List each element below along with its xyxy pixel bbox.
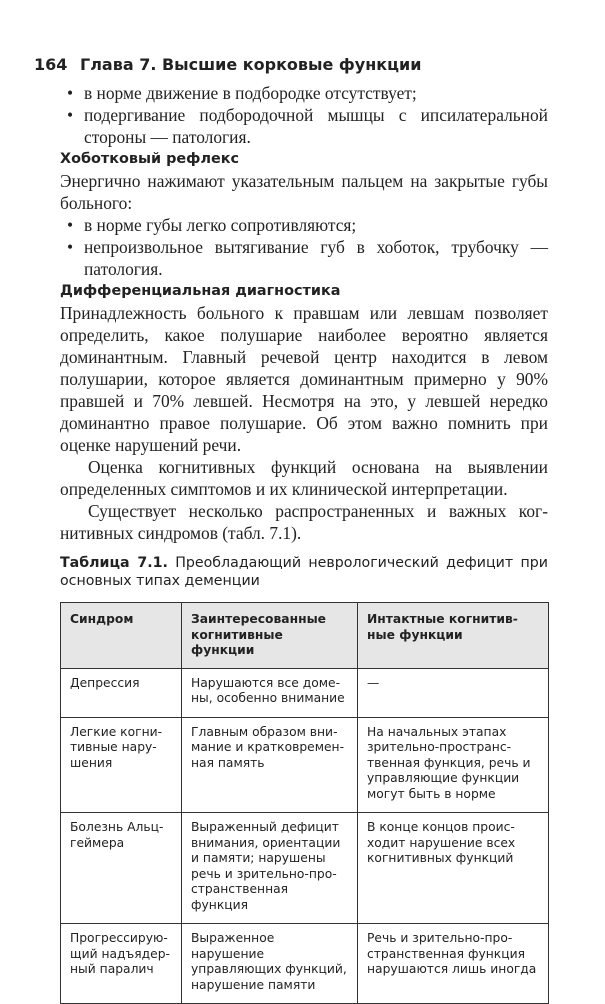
column-header: Заинтересованные когнитивные функции xyxy=(182,603,358,669)
book-page xyxy=(34,50,548,1004)
paragraph: Принадлежность больного к правшам или левшам позволяет определить, какое полушарие наиболее вероятно является доминантным. Главный речевой центр находится в левом полушарии, которое является доминантным примерно у 90% правшей и 70% левшей. Несмотря на это, у левшей нередко доминантно правое полушарие. Об этом важно помнить при оценке нарушений речи. xyxy=(60,303,548,455)
table-row xyxy=(61,717,549,813)
table-caption-label: Таблица 7.1. xyxy=(60,555,168,571)
paragraph: Существует несколько распространенных и важных когнитивных синдромов (табл. 7.1). xyxy=(60,501,548,543)
paragraph: Энергично нажимают указательным пальцем на закрытые губы больного: xyxy=(60,171,548,213)
table-cell: Нарушаются все домены, особенно внимание xyxy=(182,668,358,717)
bullet-list-proboscis xyxy=(60,214,548,280)
table-caption xyxy=(60,554,548,590)
table-cell: Выраженное нарушение управляющих функций, нарушение памяти xyxy=(182,924,358,1004)
table-cell: Выраженный дефицит внимания, ориентации и памяти; нарушены речь и зрительно-пространственная функция xyxy=(182,813,358,924)
table-cell: — xyxy=(358,668,549,717)
table-row xyxy=(61,813,549,924)
list-item: • в норме губы легко сопротивляются; xyxy=(84,214,548,236)
list-item: • в норме движение в подбородке отсутствует; xyxy=(84,82,548,104)
table-cell: Легкие когнитивные нарушения xyxy=(61,717,182,813)
page-number: 164 xyxy=(34,55,68,74)
section-heading-proboscis-reflex: Хоботковый рефлекс xyxy=(60,151,240,167)
section-heading-differential-diagnosis: Дифференциальная диагностика xyxy=(60,283,341,299)
table-cell: В конце концов происходит нарушение всех когнитивных функций xyxy=(358,813,549,924)
table-cell: Прогрессирующий надъядерный паралич xyxy=(61,924,182,1004)
dementia-table xyxy=(60,602,549,1004)
table-cell: Болезнь Альцгеймера xyxy=(61,813,182,924)
column-header: Синдром xyxy=(61,603,182,669)
running-header xyxy=(34,50,548,80)
table-cell: Главным образом внимание и кратковременная память xyxy=(182,717,358,813)
bullet-list-chin xyxy=(60,82,548,148)
list-item: • непроизвольное вытягивание губ в хоботок, трубочку — патология. xyxy=(84,236,548,280)
column-header: Интактные когнитивные функции xyxy=(358,603,549,669)
list-item: • подергивание подбородочной мышцы с ипсилатеральной стороны — патология. xyxy=(84,104,548,148)
chapter-title: Глава 7. Высшие корковые функции xyxy=(80,55,422,74)
table-row xyxy=(61,668,549,717)
paragraph: Оценка когнитивных функций основана на выявлении определенных симптомов и их клинической интерпретации. xyxy=(60,457,548,499)
table-cell: На начальных этапах зрительно-пространственная функция, речь и управляющие функции могут быть в норме xyxy=(358,717,549,813)
table-cell: Речь и зрительно-пространственная функция нарушаются лишь иногда xyxy=(358,924,549,1004)
table-row xyxy=(61,924,549,1004)
table-caption-text: Преобладающий неврологический дефицит при основных типах деменции xyxy=(60,555,548,589)
table-header-row xyxy=(61,603,549,669)
table-cell: Депрессия xyxy=(61,668,182,717)
